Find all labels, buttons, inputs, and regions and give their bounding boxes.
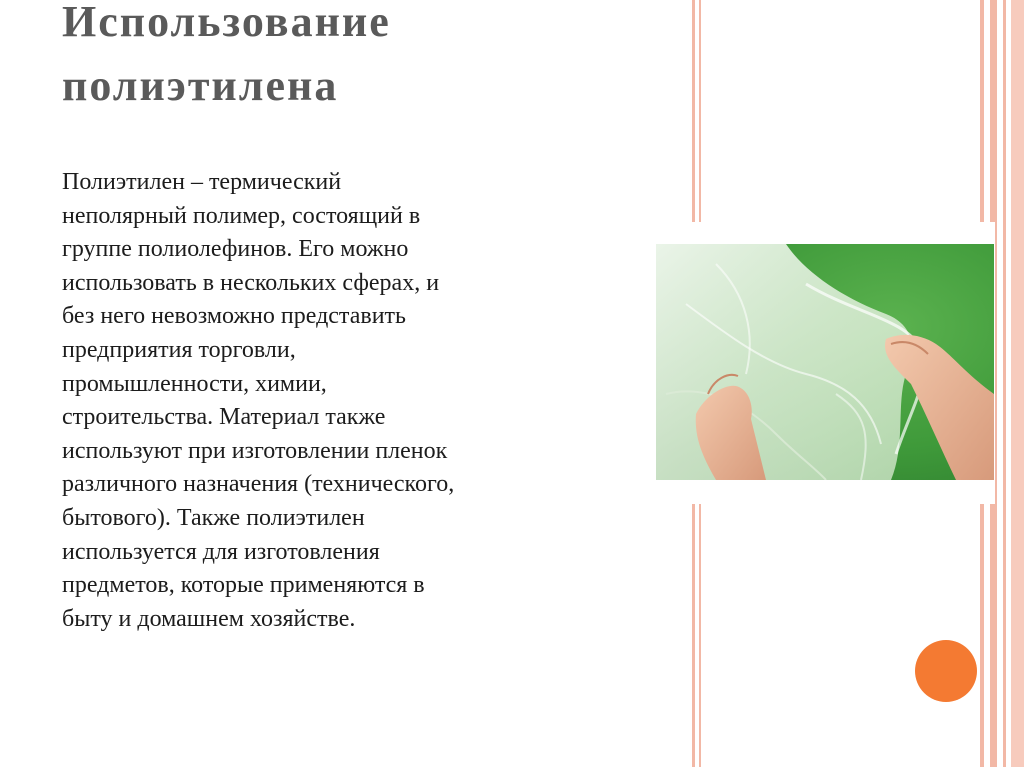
orange-circle-accent xyxy=(915,640,977,702)
body-line: используют при изготовлении пленок xyxy=(62,437,448,464)
body-line: неполярный полимер, состоящий в xyxy=(62,202,421,229)
body-line: быту и домашнем хозяйстве. xyxy=(62,605,356,632)
polyethylene-film-photo xyxy=(656,244,994,480)
body-line: бытового). Также полиэтилен xyxy=(62,504,365,531)
body-line: различного назначения (технического, xyxy=(62,471,455,498)
decorative-stripe xyxy=(1011,0,1024,767)
body-line: промышленности, химии, xyxy=(62,370,327,397)
slide-title-line: полиэтилена xyxy=(62,61,339,110)
body-line: без него невозможно представить xyxy=(62,303,406,330)
decorative-stripe xyxy=(1003,0,1006,767)
body-line: использовать в нескольких сферах, и xyxy=(62,269,440,296)
slide-title-line: Использование xyxy=(62,0,391,46)
photo-illustration xyxy=(656,244,994,480)
slide-title xyxy=(62,0,682,118)
body-line: используется для изготовления xyxy=(62,538,380,565)
body-line: группе полиолефинов. Его можно xyxy=(62,236,409,263)
body-line: строительства. Материал также xyxy=(62,404,386,431)
slide-body-text xyxy=(62,166,622,636)
body-line: Полиэтилен – термический xyxy=(62,169,342,195)
body-line: предприятия торговли, xyxy=(62,336,296,363)
body-line: предметов, которые применяются в xyxy=(62,572,425,599)
